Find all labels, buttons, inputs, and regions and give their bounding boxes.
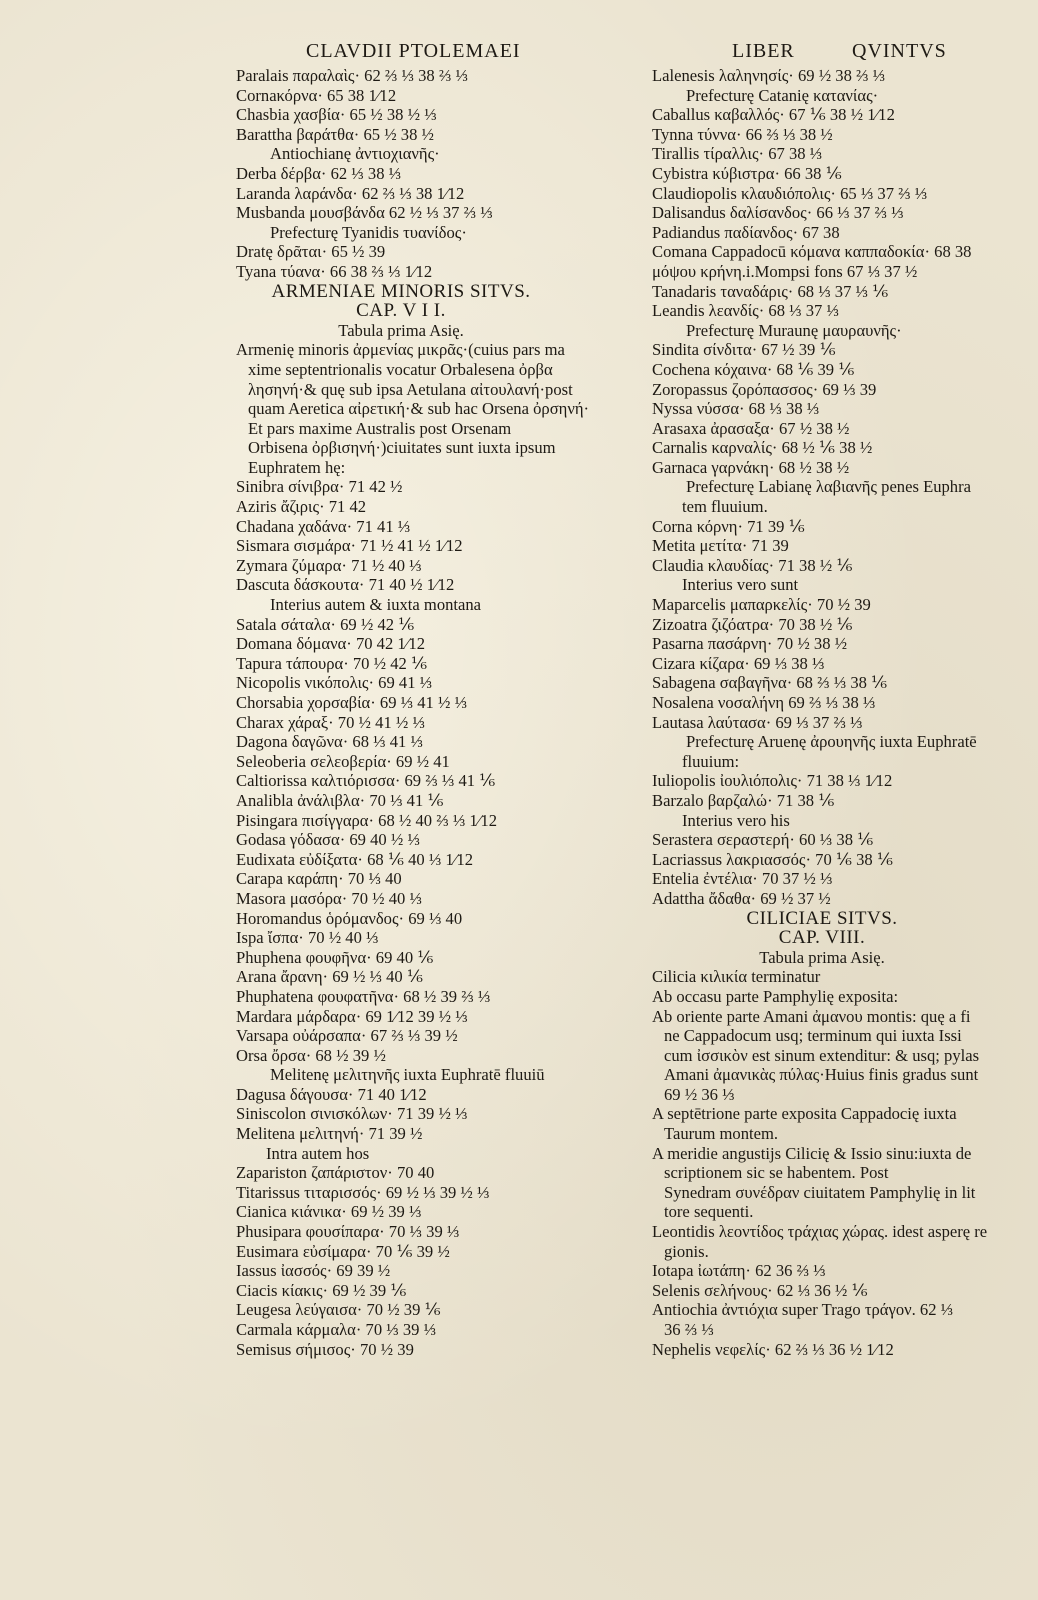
text-line: Melitena μελιτηνή· 71 39 ½: [236, 1124, 423, 1144]
text-line: Domana δόμανα· 70 42 1⁄12: [236, 634, 426, 654]
text-line: Arasaxa ἀρασαξα· 67 ½ 38 ½: [652, 418, 850, 438]
text-line: Comana Cappadocū κόμανα καππαδοκία· 68 38: [652, 242, 972, 262]
text-line: Masora μασόρα· 70 ½ 40 ⅓: [236, 888, 422, 908]
left-column: [236, 66, 590, 1359]
text-line: Armenię minoris ἀρμενίας μικρᾶς·(cuius pars ma: [236, 340, 565, 360]
text-line: Garnaca γαρνάκη· 68 ½ 38 ½: [652, 457, 850, 477]
running-head-right-book: QVINTVS: [852, 40, 947, 62]
text-line: Melitenę μελιτηνῆς iuxta Euphratē fluuiū: [270, 1065, 545, 1085]
text-line: Ciacis κίακις· 69 ½ 39 ⅙: [236, 1280, 407, 1300]
text-line: Orsa ὄρσα· 68 ½ 39 ½: [236, 1045, 386, 1065]
text-line: Dagusa δάγουσα· 71 40 1⁄12: [236, 1084, 427, 1104]
text-line: Sabagena σαβαγῆνα· 68 ⅔ ⅓ 38 ⅙: [652, 673, 888, 693]
text-line: Entelia ἐντέλια· 70 37 ½ ⅓: [652, 869, 833, 889]
right-column: [652, 66, 992, 1359]
text-line: Prefecturę Tyanidis τυανίδος·: [270, 222, 467, 242]
text-line: scriptionem sic se habentem. Post: [664, 1163, 889, 1183]
text-line: Caballus καβαλλός· 67 ⅙ 38 ½ 1⁄12: [652, 105, 895, 125]
text-line: Claudiopolis κλαυδιόπολις· 65 ⅓ 37 ⅔ ⅓: [652, 183, 928, 203]
text-line: Tapura τάπουρα· 70 ½ 42 ⅙: [236, 653, 428, 673]
text-line: CAP. VIII.: [778, 927, 866, 949]
text-line: Prefecturę Labianę λαβιανῆς penes Euphra: [686, 477, 971, 497]
running-head-right-liber: LIBER: [732, 40, 795, 62]
text-line: Interius vero sunt: [682, 575, 799, 595]
text-line: Et pars maxime Australis post Orsenam: [248, 418, 512, 438]
text-line: Charax χάραξ· 70 ½ 41 ½ ⅓: [236, 712, 425, 732]
text-line: Pisingara πισίγγαρα· 68 ½ 40 ⅔ ⅓ 1⁄12: [236, 810, 498, 830]
text-line: Nyssa νύσσα· 68 ⅓ 38 ⅓: [652, 399, 820, 419]
text-line: Cybistra κύβιστρα· 66 38 ⅙: [652, 163, 842, 183]
text-line: Mardara μάρδαρα· 69 1⁄12 39 ½ ⅓: [236, 1006, 468, 1026]
text-line: Caltiorissa καλτιόρισσα· 69 ⅔ ⅓ 41 ⅙: [236, 771, 496, 791]
text-line: Tirallis τίραλλις· 67 38 ⅓: [652, 144, 823, 164]
text-line: Barattha βαράτθα· 65 ½ 38 ½: [236, 124, 434, 144]
text-line: Padiandus παδίανδος· 67 38: [652, 222, 840, 242]
text-line: Metita μετίτα· 71 39: [652, 536, 789, 556]
text-line: Horomandus ὁρόμανδος· 69 ⅓ 40: [236, 908, 463, 928]
text-line: Interius vero his: [682, 810, 790, 830]
text-line: ARMENIAE MINORIS SITVS.: [271, 280, 531, 302]
text-line: tore sequenti.: [664, 1202, 754, 1222]
text-line: tem fluuium.: [682, 497, 768, 517]
text-line: Dagona δαγῶνα· 68 ⅓ 41 ⅓: [236, 732, 423, 752]
text-line: Cornaκόρνα· 65 38 1⁄12: [236, 85, 397, 105]
text-line: λησηνή·& quę sub ipsa Aetulana αἰτουλανή·post: [248, 379, 573, 399]
text-line: Cilicia κιλικία terminatur: [652, 967, 821, 987]
text-line: Zapariston ζαπάριστον· 70 40: [236, 1163, 435, 1183]
text-line: Nicopolis νικόπολις· 69 41 ⅓: [236, 673, 433, 693]
text-line: A meridie angustijs Cilicię & Issio sinu:iuxta de: [652, 1143, 972, 1163]
text-line: 69 ½ 36 ⅓: [664, 1084, 735, 1104]
text-line: Chadana χαδάνα· 71 41 ⅓: [236, 516, 411, 536]
text-line: Dratę δρᾶται· 65 ½ 39: [236, 242, 386, 262]
text-line: Leontidis λεοντίδος τράχιας χώρας. idest asperę re: [652, 1222, 988, 1242]
text-line: Musbanda μουσβάνδα 62 ½ ⅓ 37 ⅔ ⅓: [236, 203, 493, 223]
text-line: fluuium:: [682, 751, 740, 771]
text-line: Varsapa οὐάρσαπα· 67 ⅔ ⅓ 39 ½: [236, 1026, 458, 1046]
text-line: Siniscolon σινισκόλων· 71 39 ½ ⅓: [236, 1104, 468, 1124]
text-line: Leandis λεανδίς· 68 ⅓ 37 ⅓: [652, 301, 839, 321]
text-line: Antiochia ἀντιόχια super Trago τράγον. 62 ⅓: [652, 1300, 954, 1320]
text-line: Orbisena ὀρβισηνή·)ciuitates sunt iuxta ipsum: [248, 438, 556, 458]
text-line: Zizoatra ζιζόατρα· 70 38 ½ ⅙: [652, 614, 853, 634]
text-line: Pasarna πασάρνη· 70 ½ 38 ½: [652, 634, 848, 654]
running-head-left: CLAVDII PTOLEMAEI: [306, 40, 521, 62]
text-line: Prefecturę Aruenę ἀρουηνῆς iuxta Euphratē: [686, 732, 977, 752]
text-line: Barzalo βαρζαλώ· 71 38 ⅙: [652, 790, 835, 810]
text-line: quam Aeretica αἰρετική·& sub hac Orsena ὀρσηνή·: [248, 399, 590, 419]
text-line: CILICIAE SITVS.: [746, 907, 898, 929]
text-line: Selenis σελήνους· 62 ⅓ 36 ½ ⅙: [652, 1280, 868, 1300]
text-line: Nephelis νεφελίς· 62 ⅔ ⅓ 36 ½ 1⁄12: [652, 1339, 894, 1359]
text-line: Tanadaris ταναδάρις· 68 ⅓ 37 ⅓ ⅙: [652, 281, 889, 301]
text-line: cum ἰσσικὸν est sinum extenditur: & usq; pylas: [664, 1045, 980, 1065]
text-line: xime septentrionalis vocatur Orbalesena ὀρβα: [248, 359, 553, 379]
text-line: Iassus ἰασσός· 69 39 ½: [236, 1261, 391, 1281]
text-line: Analibla ἀνάλιβλα· 70 ⅓ 41 ⅙: [236, 790, 444, 810]
text-line: ne Cappadocum usq; terminum qui iuxta Issi: [664, 1026, 962, 1046]
text-line: Cianica κιάνικα· 69 ½ 39 ⅓: [236, 1202, 422, 1222]
text-line: Zymara ζύμαρα· 71 ½ 40 ⅓: [236, 555, 422, 575]
text-line: Maparcelis μαπαρκελίς· 70 ½ 39: [652, 595, 871, 615]
text-line: Tabula prima Asię.: [759, 947, 885, 967]
text-line: Phusipara φουσίπαρα· 70 ⅓ 39 ⅓: [236, 1222, 460, 1242]
text-line: Lacriassus λακριασσός· 70 ⅙ 38 ⅙: [652, 849, 893, 869]
text-line: Sindita σίνδιτα· 67 ½ 39 ⅙: [652, 340, 836, 360]
text-line: Amani ἀμανικὰς πύλας·Huius finis gradus sunt: [664, 1065, 979, 1085]
text-line: Arana ἄρανη· 69 ½ ⅓ 40 ⅙: [236, 967, 423, 987]
text-line: Taurum montem.: [664, 1124, 779, 1144]
text-line: Sismara σισμάρα· 71 ½ 41 ½ 1⁄12: [236, 536, 463, 556]
text-line: Chasbia χασβία· 65 ½ 38 ½ ⅓: [236, 105, 437, 125]
text-line: Dascuta δάσκουτα· 71 40 ½ 1⁄12: [236, 575, 455, 595]
text-line: Dalisandus δαλίσανδος· 66 ⅓ 37 ⅔ ⅓: [652, 203, 904, 223]
text-line: Serastera σεραστερή· 60 ⅓ 38 ⅙: [652, 830, 874, 850]
text-line: Prefecturę Muraunę μαυραυνῆς·: [686, 320, 902, 340]
text-line: Lalenesis λαληνησίς· 69 ½ 38 ⅔ ⅓: [652, 66, 886, 85]
text-line: Intra autem hos: [266, 1143, 370, 1163]
text-line: Iotapa ἰωτάπη· 62 36 ⅔ ⅓: [652, 1261, 826, 1281]
text-line: Satala σάταλα· 69 ½ 42 ⅙: [236, 614, 415, 634]
text-line: Semisus σήμισος· 70 ½ 39: [236, 1339, 414, 1359]
text-line: Eusimara εὐσίμαρα· 70 ⅙ 39 ½: [236, 1241, 450, 1261]
text-line: Corna κόρνη· 71 39 ⅙: [652, 516, 805, 536]
text-line: Leugesa λεύγαισα· 70 ½ 39 ⅙: [236, 1300, 441, 1320]
text-line: Phuphena φουφῆνα· 69 40 ⅙: [236, 947, 434, 967]
text-line: Tabula prima Asię.: [338, 320, 464, 340]
text-line: Synedram συνέδραν ciuitatem Pamphylię in lit: [664, 1182, 976, 1202]
text-line: Ab oriente parte Amani ἀμανου montis: quę a fi: [652, 1006, 971, 1026]
text-line: Lautasa λαύτασα· 69 ⅓ 37 ⅔ ⅓: [652, 712, 863, 732]
text-line: Aziris ἄζιρις· 71 42: [236, 497, 367, 517]
text-line: Laranda λαράνδα· 62 ⅔ ⅓ 38 1⁄12: [236, 183, 465, 203]
text-line: μόψου κρήνη.i.Mompsi fons 67 ⅓ 37 ½: [652, 261, 918, 281]
text-line: Phuphatena φουφατῆνα· 68 ½ 39 ⅔ ⅓: [236, 986, 491, 1006]
text-line: Ispa ἴσπα· 70 ½ 40 ⅓: [236, 928, 379, 948]
text-line: Carmala κάρμαλα· 70 ⅓ 39 ⅓: [236, 1320, 437, 1339]
text-line: Carapa καράπη· 70 ⅓ 40: [236, 869, 402, 889]
text-line: Cizara κίζαρα· 69 ⅓ 38 ⅓: [652, 653, 825, 673]
text-line: Adattha ἄδαθα· 69 ½ 37 ½: [652, 888, 831, 908]
text-line: Chorsabia χορσαβία· 69 ⅓ 41 ½ ⅓: [236, 693, 468, 712]
text-line: Tyana τύανα· 66 38 ⅔ ⅓ 1⁄12: [236, 261, 433, 281]
text-line: Paralais παραλαὶς· 62 ⅔ ⅓ 38 ⅔ ⅓: [236, 66, 468, 85]
text-line: 36 ⅔ ⅓: [664, 1320, 714, 1339]
text-line: Nosalena νοσαλήνη 69 ⅔ ⅓ 38 ⅓: [652, 693, 876, 712]
text-line: Claudia κλαυδίας· 71 38 ½ ⅙: [652, 555, 853, 575]
text-line: Interius autem & iuxta montana: [270, 595, 482, 615]
text-line: Godasa γόδασα· 69 40 ½ ⅓: [236, 830, 420, 850]
text-line: Carnalis καρναλίς· 68 ½ ⅙ 38 ½: [652, 438, 873, 458]
text-line: Ab occasu parte Pamphylię exposita:: [652, 986, 899, 1006]
text-line: Cochena κόχαινα· 68 ⅙ 39 ⅙: [652, 359, 855, 379]
text-line: Antiochianę ἀντιοχιανῆς·: [270, 144, 440, 164]
text-line: CAP. V I I.: [356, 300, 446, 322]
text-line: A septētrione parte exposita Cappadocię iuxta: [652, 1104, 957, 1124]
text-line: Prefecturę Catanię κατανίας·: [686, 85, 879, 105]
text-line: Iuliopolis ἰουλιόπολις· 71 38 ⅓ 1⁄12: [652, 771, 893, 791]
text-line: Zoropassus ζορόπασσος· 69 ⅓ 39: [652, 379, 877, 399]
text-line: Eudixata εὐδίξατα· 68 ⅙ 40 ⅓ 1⁄12: [236, 849, 474, 869]
text-line: Sinibra σίνιβρα· 71 42 ½: [236, 477, 403, 497]
text-line: Tynna τύννα· 66 ⅔ ⅓ 38 ½: [652, 124, 833, 144]
text-line: Euphratem hę:: [248, 457, 346, 477]
text-line: Seleoberia σελεοβερία· 69 ½ 41: [236, 751, 450, 771]
text-line: Titarissus τιταρισσός· 69 ½ ⅓ 39 ½ ⅓: [236, 1182, 490, 1202]
text-line: gionis.: [664, 1241, 709, 1261]
text-line: Derba δέρβα· 62 ⅓ 38 ⅓: [236, 163, 402, 183]
